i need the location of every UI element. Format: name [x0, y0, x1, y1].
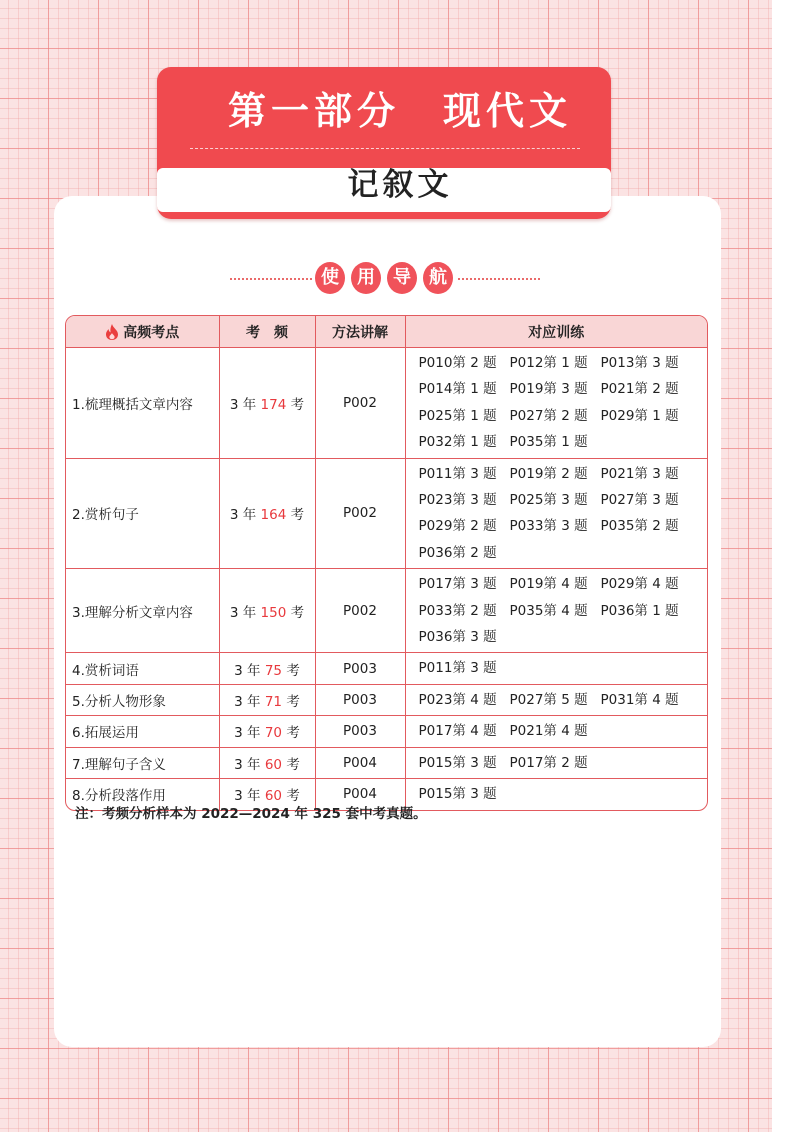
frequency-years: 3 年 [234, 756, 265, 773]
exercise-ref: P036第 2 题 [418, 544, 497, 561]
exercise-ref: P027第 2 题 [509, 407, 588, 424]
table-row [66, 569, 707, 653]
exercise-list [406, 459, 708, 569]
fire-icon [105, 324, 119, 340]
exercise-ref: P015第 3 题 [418, 754, 497, 771]
frequency-cell [219, 348, 315, 459]
exercise-ref: P023第 4 题 [418, 691, 497, 708]
heading-chars [315, 262, 453, 294]
topic-cell: 4.赏析词语 [66, 653, 219, 684]
frequency-years: 3 年 [234, 694, 265, 711]
exercise-ref: P032第 1 题 [418, 434, 497, 451]
exercise-ref: P029第 2 题 [418, 518, 497, 535]
exercise-list [406, 779, 708, 809]
frequency-count: 75 [264, 662, 283, 679]
frequency-years: 3 年 [229, 604, 261, 621]
header-frequency: 考 频 [219, 316, 315, 348]
exercise-list [406, 716, 708, 746]
section-title: 第一部分 现代文 [227, 89, 572, 133]
exercise-ref: P021第 4 题 [509, 723, 588, 740]
frequency-cell [219, 458, 315, 569]
frequency-unit: 考 [286, 604, 305, 621]
exercise-ref: P017第 4 题 [418, 723, 497, 740]
exercise-ref: P023第 3 题 [418, 492, 497, 509]
exercise-ref: P019第 3 题 [509, 381, 588, 398]
frequency-cell [219, 653, 315, 684]
exercises-cell [405, 348, 707, 459]
exercise-ref: P036第 3 题 [418, 629, 497, 646]
table-row [66, 458, 707, 569]
exercise-ref: P014第 1 题 [418, 381, 497, 398]
guide-table [65, 315, 708, 811]
frequency-years: 3 年 [234, 725, 265, 742]
frequency-years: 3 年 [234, 662, 265, 679]
exercise-ref: P033第 3 题 [509, 518, 588, 535]
table-row [66, 653, 707, 684]
header-method: 方法讲解 [315, 316, 405, 348]
heading-char: 航 [423, 262, 453, 294]
exercise-ref: P027第 5 题 [509, 691, 588, 708]
exercise-ref: P035第 4 题 [509, 602, 588, 619]
exercises-cell [405, 747, 707, 778]
exercise-ref: P019第 4 题 [509, 576, 588, 593]
exercise-ref: P036第 1 题 [600, 602, 679, 619]
frequency-count: 71 [264, 694, 283, 711]
topic-cell: 2.赏析句子 [66, 458, 219, 569]
exercise-list [406, 685, 708, 715]
heading-char: 使 [315, 262, 345, 294]
frequency-count: 150 [260, 604, 287, 621]
frequency-cell [219, 569, 315, 653]
section-subtitle: 记叙文 [347, 167, 453, 203]
exercise-ref: P021第 2 题 [600, 381, 679, 398]
exercise-ref: P031第 4 题 [600, 691, 679, 708]
topic-cell: 3.理解分析文章内容 [66, 569, 219, 653]
exercise-ref: P011第 3 题 [418, 660, 497, 677]
exercise-ref: P010第 2 题 [418, 355, 497, 371]
exercises-cell [405, 569, 707, 653]
table-row [66, 747, 707, 778]
header-topic-label: 高频考点 [123, 324, 180, 341]
frequency-years: 3 年 [229, 507, 261, 524]
exercise-list [406, 348, 708, 458]
frequency-years: 3 年 [229, 396, 261, 413]
exercise-ref: P013第 3 题 [600, 355, 679, 371]
table-row [66, 684, 707, 715]
heading-char: 用 [351, 262, 381, 294]
frequency-count: 70 [264, 725, 283, 742]
header-exercises: 对应训练 [405, 316, 707, 348]
table-row [66, 348, 707, 459]
method-page-cell: P003 [315, 653, 405, 684]
method-page-cell: P004 [315, 779, 405, 810]
frequency-cell [219, 684, 315, 715]
frequency-years: 3 年 [234, 788, 265, 805]
method-page-cell: P003 [315, 716, 405, 747]
frequency-unit: 考 [286, 396, 305, 413]
banner-divider [190, 148, 580, 149]
method-page-cell: P002 [315, 458, 405, 569]
heading-dotted-line-right [458, 278, 540, 280]
exercise-ref: P021第 3 题 [600, 465, 679, 482]
frequency-count: 164 [260, 507, 287, 524]
exercise-ref: P029第 4 题 [600, 576, 679, 593]
exercise-ref: P035第 2 题 [600, 518, 679, 535]
topic-cell: 5.分析人物形象 [66, 684, 219, 715]
method-page-cell: P004 [315, 747, 405, 778]
frequency-unit: 考 [286, 507, 305, 524]
topic-cell: 8.分析段落作用 [66, 779, 219, 810]
exercise-ref: P015第 3 题 [418, 786, 497, 803]
exercise-ref: P017第 3 题 [418, 576, 497, 593]
exercises-cell [405, 458, 707, 569]
exercises-cell [405, 684, 707, 715]
exercise-ref: P033第 2 题 [418, 602, 497, 619]
usage-guide-heading [230, 262, 542, 296]
footnote: 注：考频分析样本为 2022—2024 年 325 套中考真题。 [75, 806, 427, 822]
exercise-ref: P025第 3 题 [509, 492, 588, 509]
topic-cell: 6.拓展运用 [66, 716, 219, 747]
exercise-ref: P011第 3 题 [418, 465, 497, 482]
method-page-cell: P002 [315, 569, 405, 653]
frequency-count: 60 [264, 756, 283, 773]
exercise-list [406, 569, 708, 652]
frequency-unit: 考 [282, 788, 300, 805]
exercise-list [406, 748, 708, 778]
frequency-unit: 考 [282, 756, 300, 773]
exercises-cell [405, 653, 707, 684]
heading-char: 导 [387, 262, 417, 294]
exercise-ref: P025第 1 题 [418, 407, 497, 424]
frequency-unit: 考 [282, 662, 300, 679]
exercise-ref: P029第 1 题 [600, 407, 679, 424]
exercise-list [406, 653, 708, 683]
frequency-unit: 考 [282, 694, 300, 711]
exercise-ref: P027第 3 题 [600, 492, 679, 509]
exercise-ref: P017第 2 题 [509, 754, 588, 771]
exercises-cell [405, 779, 707, 810]
frequency-unit: 考 [282, 725, 300, 742]
topic-cell: 1.梳理概括文章内容 [66, 348, 219, 459]
table-row [66, 716, 707, 747]
method-page-cell: P002 [315, 348, 405, 459]
frequency-count: 174 [260, 396, 287, 413]
exercises-cell [405, 716, 707, 747]
method-page-cell: P003 [315, 684, 405, 715]
topic-cell: 7.理解句子含义 [66, 747, 219, 778]
table-header-row [66, 316, 707, 348]
exercise-ref: P012第 1 题 [509, 355, 588, 371]
frequency-cell [219, 716, 315, 747]
heading-dotted-line-left [230, 278, 312, 280]
exercise-ref: P019第 2 题 [509, 465, 588, 482]
header-topic [66, 316, 219, 348]
exercise-ref: P035第 1 题 [509, 434, 588, 451]
frequency-count: 60 [264, 788, 283, 805]
frequency-cell [219, 747, 315, 778]
